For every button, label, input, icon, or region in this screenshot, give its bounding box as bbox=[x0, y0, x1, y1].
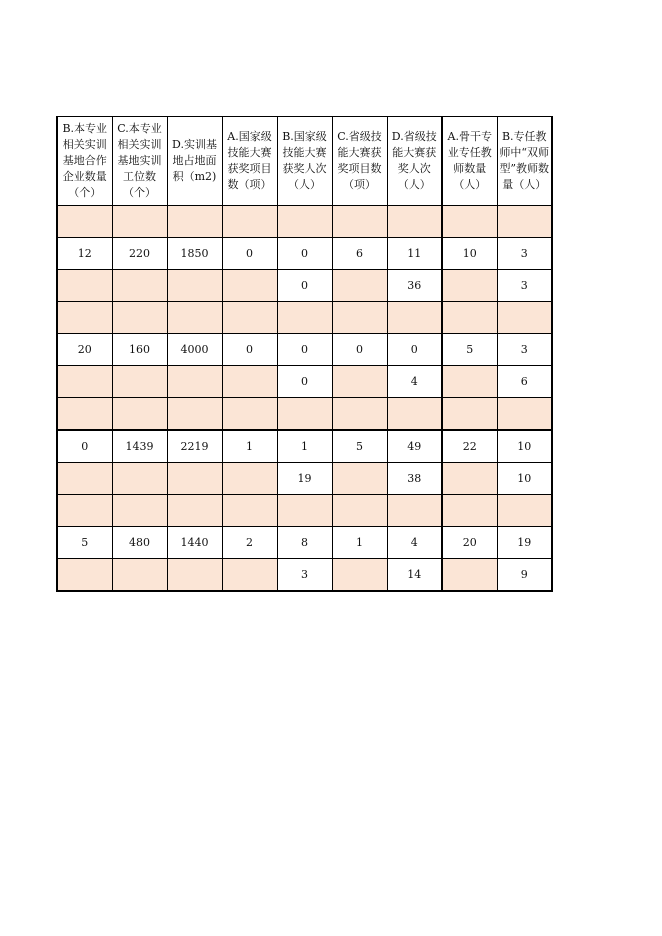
table-cell[interactable] bbox=[442, 495, 497, 527]
table-cell[interactable]: 6 bbox=[332, 238, 387, 270]
table-row bbox=[57, 270, 552, 302]
table-cell[interactable] bbox=[222, 366, 277, 398]
table-cell[interactable]: 3 bbox=[497, 334, 552, 366]
header-cell[interactable] bbox=[112, 117, 167, 206]
table-cell[interactable]: 2 bbox=[222, 527, 277, 559]
table-cell[interactable]: 19 bbox=[277, 463, 332, 495]
table-cell[interactable] bbox=[332, 495, 387, 527]
table-cell[interactable]: 5 bbox=[57, 527, 112, 559]
table-cell[interactable] bbox=[277, 398, 332, 431]
table-cell[interactable] bbox=[57, 302, 112, 334]
table-cell[interactable]: 10 bbox=[497, 430, 552, 463]
table-cell[interactable] bbox=[442, 206, 497, 238]
table-cell[interactable] bbox=[167, 366, 222, 398]
table-cell[interactable] bbox=[387, 302, 442, 334]
table-cell[interactable] bbox=[112, 495, 167, 527]
header-row bbox=[57, 117, 552, 206]
table-cell[interactable] bbox=[332, 398, 387, 431]
table-row bbox=[57, 430, 552, 463]
table-cell[interactable] bbox=[332, 463, 387, 495]
header-cell[interactable] bbox=[497, 117, 552, 206]
table-cell[interactable] bbox=[167, 398, 222, 431]
header-cell[interactable] bbox=[332, 117, 387, 206]
table-cell[interactable] bbox=[387, 206, 442, 238]
header-label: B.国家级技能大赛获奖人次（人） bbox=[282, 130, 327, 191]
table-cell[interactable] bbox=[167, 495, 222, 527]
header-label: C.本专业相关实训基地实训工位数（个） bbox=[117, 122, 162, 199]
table-cell[interactable] bbox=[112, 559, 167, 592]
table-cell[interactable] bbox=[222, 495, 277, 527]
table-row bbox=[57, 302, 552, 334]
data-table bbox=[56, 116, 553, 592]
header-cell[interactable] bbox=[277, 117, 332, 206]
table-cell[interactable]: 0 bbox=[277, 270, 332, 302]
header-cell[interactable] bbox=[167, 117, 222, 206]
table-cell[interactable] bbox=[222, 206, 277, 238]
header-label: B.专任教师中“双师型”教师数量（人） bbox=[499, 130, 550, 191]
table-cell[interactable] bbox=[112, 270, 167, 302]
table-cell[interactable]: 20 bbox=[442, 527, 497, 559]
table-cell[interactable] bbox=[442, 463, 497, 495]
table-row bbox=[57, 495, 552, 527]
table-cell[interactable] bbox=[497, 302, 552, 334]
table-cell[interactable] bbox=[442, 398, 497, 431]
table-cell[interactable]: 0 bbox=[57, 430, 112, 463]
table-cell[interactable] bbox=[277, 495, 332, 527]
table-cell[interactable] bbox=[167, 206, 222, 238]
table-cell[interactable]: 1850 bbox=[167, 238, 222, 270]
table-cell[interactable] bbox=[442, 559, 497, 592]
table-cell[interactable]: 14 bbox=[387, 559, 442, 592]
header-cell[interactable] bbox=[442, 117, 497, 206]
table-body bbox=[57, 206, 552, 592]
table-cell[interactable] bbox=[222, 302, 277, 334]
table-row bbox=[57, 398, 552, 431]
table-cell[interactable] bbox=[167, 302, 222, 334]
table-row bbox=[57, 238, 552, 270]
table-cell[interactable]: 36 bbox=[387, 270, 442, 302]
table-cell[interactable]: 0 bbox=[222, 238, 277, 270]
table-row bbox=[57, 527, 552, 559]
header-label: D.省级技能大赛获奖人次（人） bbox=[391, 130, 437, 191]
table-cell[interactable] bbox=[222, 398, 277, 431]
table-cell[interactable] bbox=[57, 495, 112, 527]
header-cell[interactable] bbox=[387, 117, 442, 206]
table-cell[interactable] bbox=[332, 270, 387, 302]
table-cell[interactable]: 0 bbox=[277, 334, 332, 366]
table-cell[interactable]: 3 bbox=[497, 270, 552, 302]
table-cell[interactable]: 22 bbox=[442, 430, 497, 463]
header-label: A.国家级技能大赛获奖项目数（项） bbox=[227, 130, 272, 191]
table-cell[interactable] bbox=[332, 366, 387, 398]
table-cell[interactable]: 0 bbox=[387, 334, 442, 366]
table-cell[interactable]: 1 bbox=[277, 430, 332, 463]
table-cell[interactable] bbox=[497, 495, 552, 527]
table-cell[interactable] bbox=[57, 206, 112, 238]
table-cell[interactable] bbox=[277, 206, 332, 238]
table-cell[interactable]: 11 bbox=[387, 238, 442, 270]
table-cell[interactable]: 5 bbox=[332, 430, 387, 463]
table-cell[interactable]: 160 bbox=[112, 334, 167, 366]
table-cell[interactable]: 12 bbox=[57, 238, 112, 270]
table-cell[interactable] bbox=[442, 270, 497, 302]
table-cell[interactable]: 10 bbox=[497, 463, 552, 495]
table-cell[interactable]: 8 bbox=[277, 527, 332, 559]
table-cell[interactable]: 0 bbox=[222, 334, 277, 366]
table-cell[interactable] bbox=[57, 398, 112, 431]
table-cell[interactable]: 0 bbox=[277, 366, 332, 398]
table-cell[interactable] bbox=[57, 366, 112, 398]
table-cell[interactable] bbox=[112, 206, 167, 238]
table-cell[interactable] bbox=[222, 463, 277, 495]
table-cell[interactable] bbox=[57, 463, 112, 495]
table-cell[interactable] bbox=[112, 366, 167, 398]
table-cell[interactable] bbox=[112, 302, 167, 334]
table-row bbox=[57, 463, 552, 495]
header-cell[interactable] bbox=[222, 117, 277, 206]
header-cell[interactable] bbox=[57, 117, 112, 206]
table-cell[interactable]: 3 bbox=[497, 238, 552, 270]
table-cell[interactable] bbox=[332, 302, 387, 334]
table-cell[interactable] bbox=[112, 398, 167, 431]
table-cell[interactable]: 10 bbox=[442, 238, 497, 270]
table-cell[interactable]: 4000 bbox=[167, 334, 222, 366]
table-cell[interactable] bbox=[222, 559, 277, 592]
table-cell[interactable]: 1440 bbox=[167, 527, 222, 559]
table-cell[interactable] bbox=[167, 559, 222, 592]
table-cell[interactable]: 0 bbox=[277, 238, 332, 270]
table-cell[interactable]: 19 bbox=[497, 527, 552, 559]
table-row bbox=[57, 559, 552, 592]
table-cell[interactable]: 0 bbox=[332, 334, 387, 366]
header-label: A.骨干专业专任教师数量（人） bbox=[447, 130, 492, 191]
table-cell[interactable]: 1 bbox=[222, 430, 277, 463]
table-cell[interactable] bbox=[112, 463, 167, 495]
table-cell[interactable] bbox=[387, 398, 442, 431]
header-label: C.省级技能大赛获奖项目数（项） bbox=[337, 130, 382, 191]
table-cell[interactable] bbox=[277, 302, 332, 334]
header-label: B.本专业相关实训基地合作企业数量（个） bbox=[62, 122, 108, 199]
table-cell[interactable]: 5 bbox=[442, 334, 497, 366]
table-cell[interactable]: 4 bbox=[387, 366, 442, 398]
table-cell[interactable] bbox=[167, 463, 222, 495]
table-cell[interactable]: 49 bbox=[387, 430, 442, 463]
table-cell[interactable]: 1439 bbox=[112, 430, 167, 463]
table-cell[interactable]: 4 bbox=[387, 527, 442, 559]
table-cell[interactable]: 2219 bbox=[167, 430, 222, 463]
table-row bbox=[57, 334, 552, 366]
table-cell[interactable] bbox=[497, 398, 552, 431]
table-cell[interactable]: 3 bbox=[277, 559, 332, 592]
table-row bbox=[57, 366, 552, 398]
table-cell[interactable]: 480 bbox=[112, 527, 167, 559]
table-cell[interactable]: 1 bbox=[332, 527, 387, 559]
table-cell[interactable] bbox=[222, 270, 277, 302]
table-cell[interactable] bbox=[442, 302, 497, 334]
table-cell[interactable]: 220 bbox=[112, 238, 167, 270]
table-cell[interactable]: 20 bbox=[57, 334, 112, 366]
table-cell[interactable] bbox=[332, 559, 387, 592]
table-cell[interactable] bbox=[387, 495, 442, 527]
table-row bbox=[57, 206, 552, 238]
table-cell[interactable] bbox=[57, 270, 112, 302]
header-label: D.实训基地占地面积（m2) bbox=[172, 138, 217, 183]
table-cell[interactable] bbox=[57, 559, 112, 592]
table-cell[interactable]: 9 bbox=[497, 559, 552, 592]
table-cell[interactable] bbox=[332, 206, 387, 238]
table-cell[interactable] bbox=[442, 366, 497, 398]
table-cell[interactable]: 6 bbox=[497, 366, 552, 398]
table-cell[interactable]: 38 bbox=[387, 463, 442, 495]
table-cell[interactable] bbox=[497, 206, 552, 238]
table-cell[interactable] bbox=[167, 270, 222, 302]
